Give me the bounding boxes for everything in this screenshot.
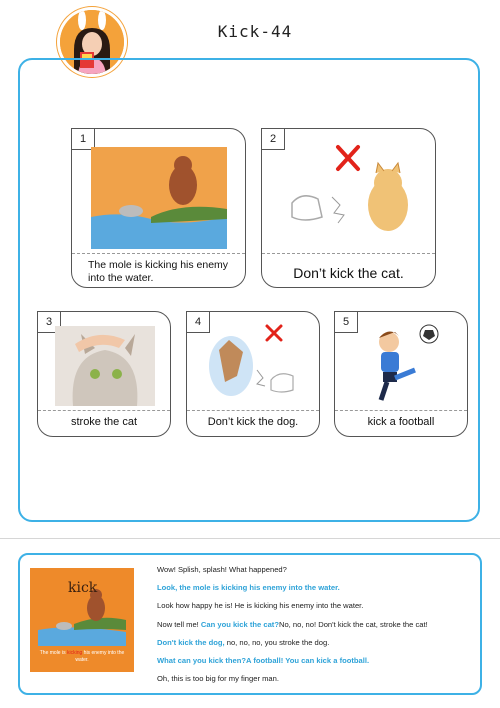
card-caption: kick a football xyxy=(367,416,435,428)
kick-football-picture xyxy=(355,320,451,406)
flashcard-2 xyxy=(261,128,436,288)
script-text: Wow! Splish, splash! What happened? xyxy=(157,565,287,574)
teacher-script xyxy=(157,561,477,688)
card-number: 3 xyxy=(37,311,61,333)
book-cover xyxy=(30,568,134,672)
script-line xyxy=(157,670,477,688)
script-line xyxy=(157,634,477,652)
card-caption: The mole is kicking his enemy into the water. xyxy=(88,259,229,284)
flashcard-3 xyxy=(37,311,171,437)
highlighted-text: What can you kick then?A football! You can kick a football. xyxy=(157,655,370,665)
card-caption: Don’t kick the dog. xyxy=(207,416,299,428)
stroke-cat-picture xyxy=(55,326,155,406)
script-line xyxy=(157,561,477,579)
script-text: Look how happy he is! He is kicking his enemy into the water. xyxy=(157,601,364,611)
section-divider xyxy=(0,538,500,539)
highlighted-text: Can you kick the cat? xyxy=(200,619,279,629)
highlighted-text: Don't kick the dog, xyxy=(157,637,225,647)
script-text: Now tell me! xyxy=(157,619,201,629)
dont-kick-dog-picture xyxy=(201,320,307,406)
flashcard-4 xyxy=(186,311,320,437)
script-text: No, no, no! Don't kick the cat, stroke the cat! xyxy=(278,619,428,629)
script-line xyxy=(157,616,477,634)
book-title: kick xyxy=(68,580,98,596)
dont-kick-cat-picture xyxy=(282,143,422,247)
script-line xyxy=(157,597,477,615)
flashcard-1 xyxy=(71,128,246,288)
card-caption: Don’t kick the cat. xyxy=(293,265,404,281)
highlighted-text: Look, the mole is kicking his enemy into the water. xyxy=(157,583,340,593)
card-number: 2 xyxy=(261,128,285,150)
script-line xyxy=(157,579,477,597)
card-number: 1 xyxy=(71,128,95,150)
card-caption: stroke the cat xyxy=(70,416,138,428)
mole-kicking-enemy-picture xyxy=(91,147,227,249)
script-line xyxy=(157,652,477,670)
flashcard-5 xyxy=(334,311,468,437)
script-text: no, no, no, you stroke the dog. xyxy=(224,637,330,647)
card-number: 5 xyxy=(334,311,358,333)
script-text: Oh, this is too big for my finger man. xyxy=(157,674,279,684)
page-title: Kick-44 xyxy=(217,22,293,41)
book-caption: The mole is kicking his enemy into the water. xyxy=(39,650,125,663)
card-number: 4 xyxy=(186,311,210,333)
